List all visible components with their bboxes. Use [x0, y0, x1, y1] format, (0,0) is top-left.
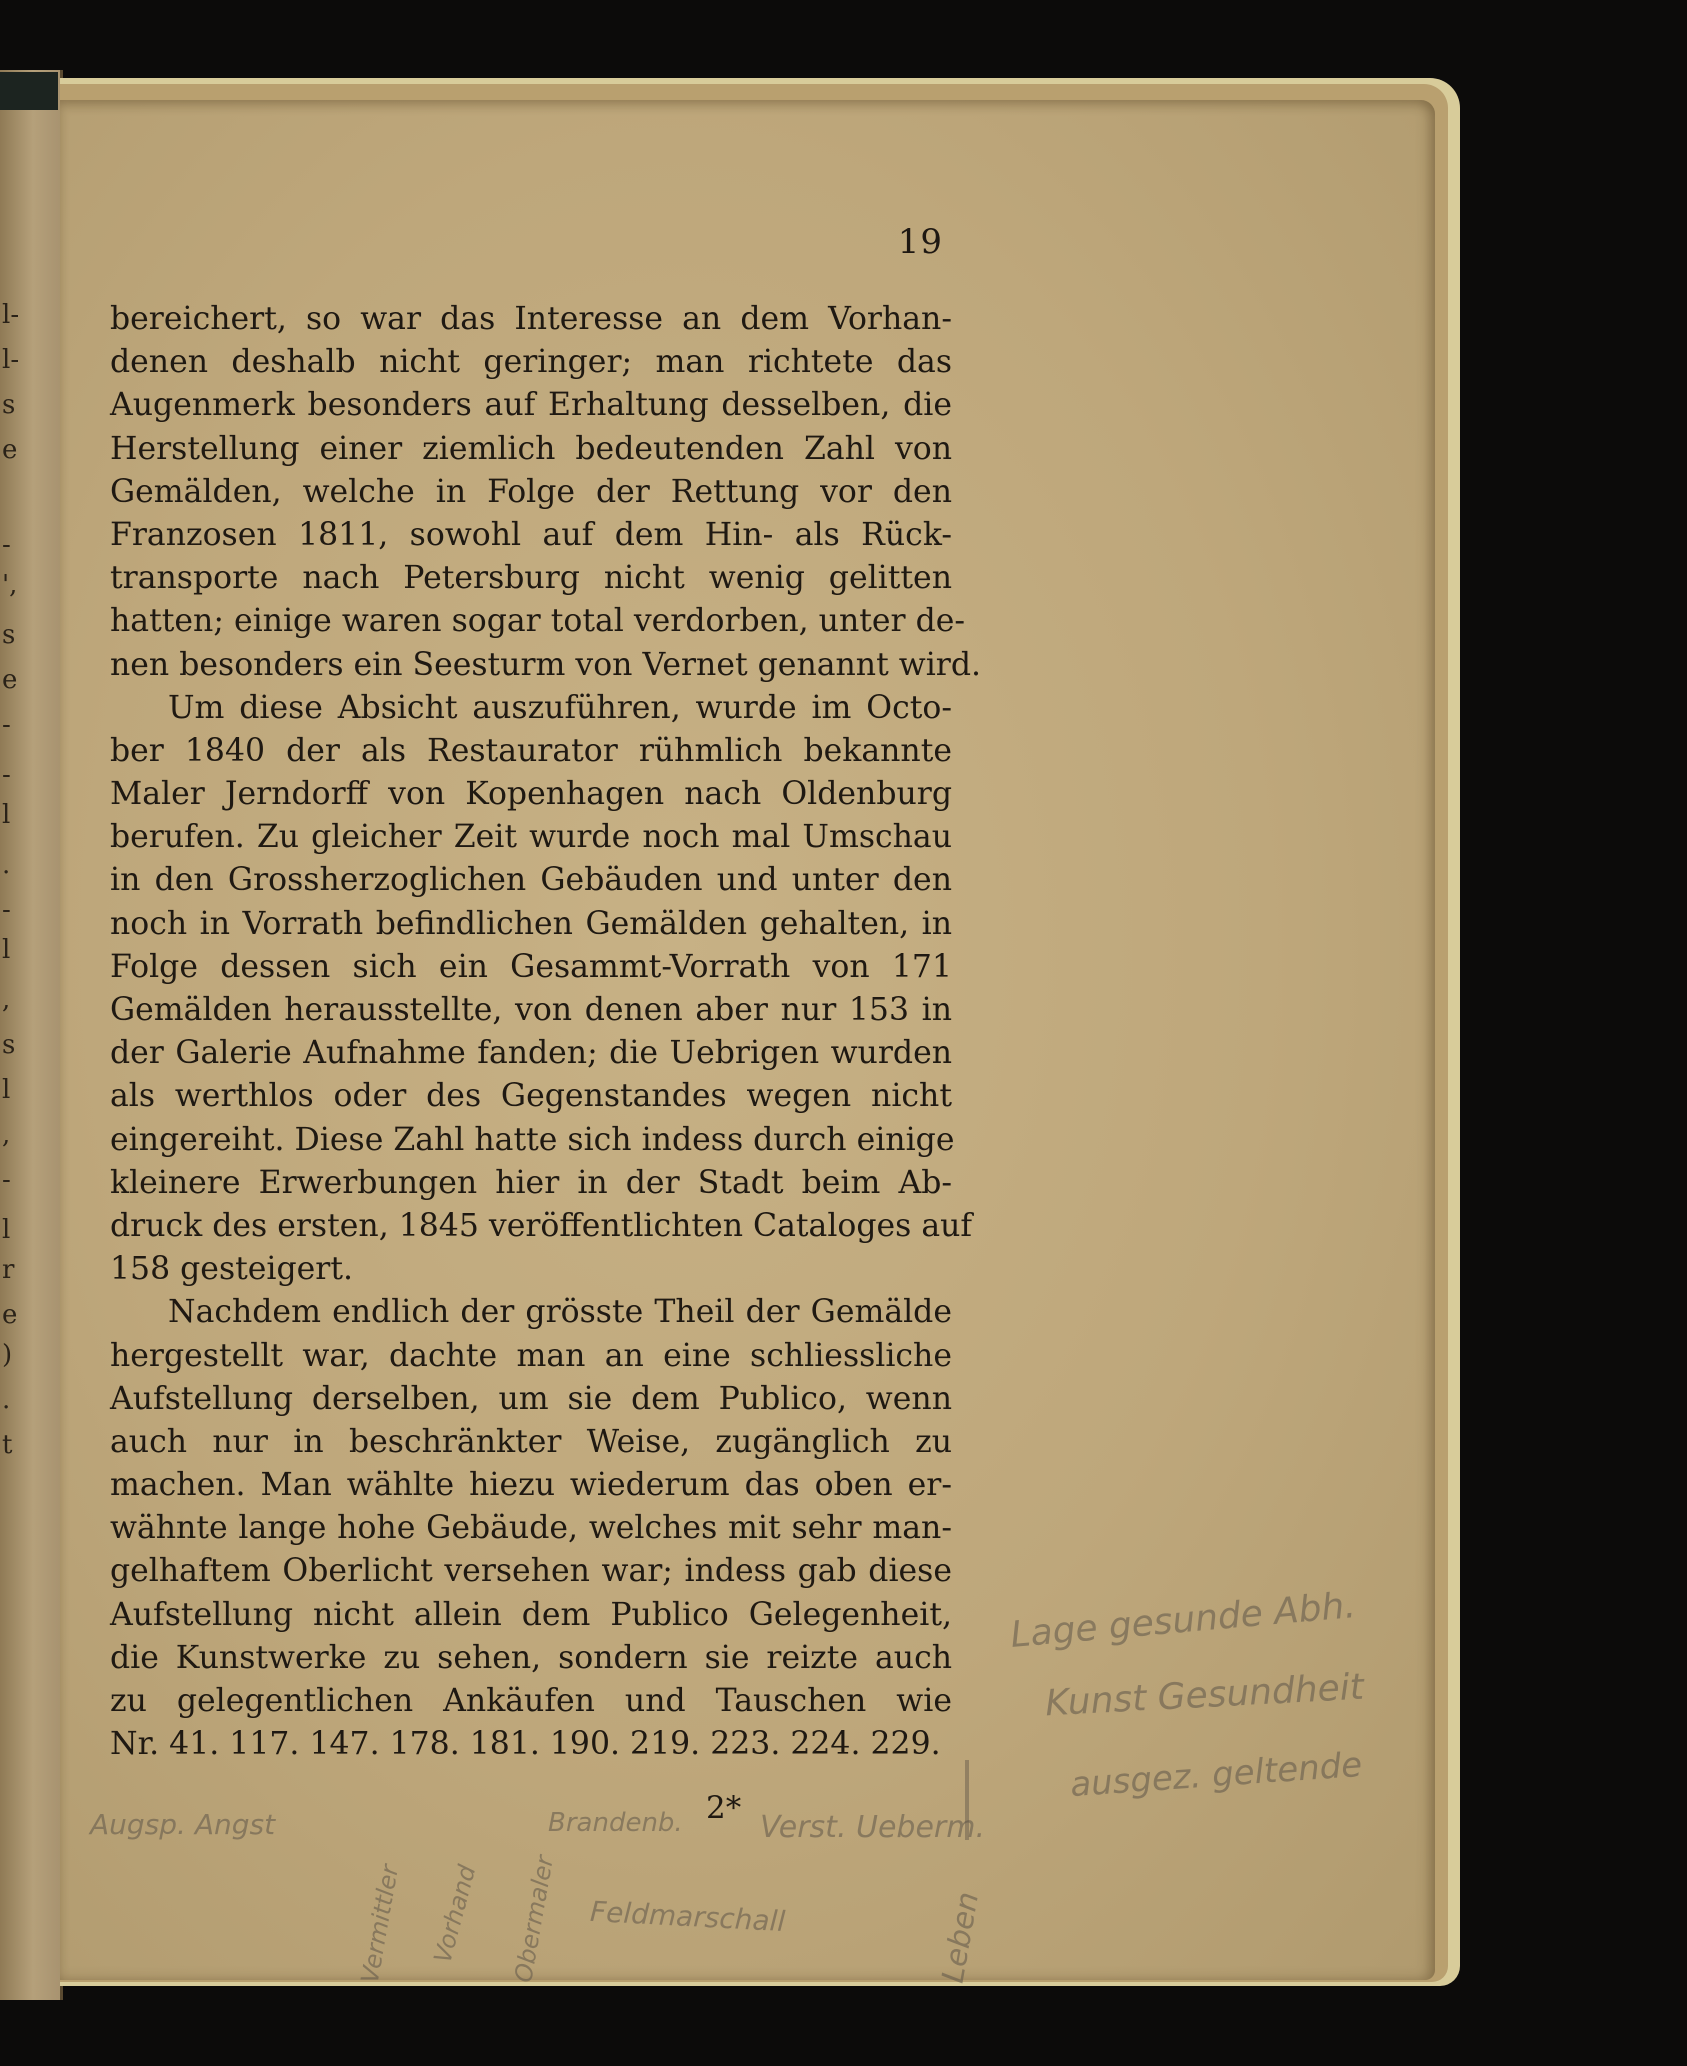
- pencil-note-right-3: ausgez. geltende: [1068, 1744, 1364, 1806]
- text-line: hergestellt war, dachte man an eine schliessliche: [110, 1337, 952, 1374]
- body-text: [110, 298, 982, 1766]
- text-line: Gemälden, welche in Folge der Rettung vor den: [110, 473, 952, 510]
- text-line: als werthlos oder des Gegenstandes wegen nicht: [110, 1078, 952, 1115]
- margin-glyph: -: [2, 1165, 11, 1195]
- pencil-note-right-2: Kunst Gesundheit: [1044, 1666, 1365, 1725]
- pencil-note-vertical-2: Vorhand: [428, 1862, 482, 1966]
- text-line: gelhaftem Oberlicht versehen war; indess gab diese: [110, 1553, 952, 1590]
- margin-glyph: ,: [2, 1120, 11, 1150]
- pencil-note-bottom-4: Feldmarschall: [589, 1894, 787, 1939]
- margin-glyph: l-: [2, 300, 20, 330]
- pencil-note-bottom-3: Verst. Ueberm.: [760, 1810, 986, 1845]
- margin-glyph: -: [2, 895, 11, 925]
- margin-glyph: s: [2, 1030, 16, 1060]
- text-line: in den Grossherzoglichen Gebäuden und unter den: [110, 862, 952, 899]
- text-line: denen deshalb nicht geringer; man richtete das: [110, 344, 952, 381]
- text-line: zu gelegentlichen Ankäufen und Tauschen wie: [110, 1683, 952, 1719]
- margin-glyph: l-: [2, 345, 20, 375]
- text-line: Gemälden herausstellte, von denen aber nur 153 in: [110, 992, 952, 1028]
- margin-glyph: .: [2, 1385, 11, 1415]
- page-number: 19: [897, 222, 943, 262]
- pencil-note-right-1: Lage gesunde Abh.: [1008, 1584, 1358, 1657]
- margin-glyph: ,: [2, 985, 11, 1015]
- text-line: Nachdem endlich der grösste Theil der Gemälde: [168, 1294, 952, 1331]
- text-line: berufen. Zu gleicher Zeit wurde noch mal Umschau: [110, 819, 952, 856]
- margin-glyph: -: [2, 760, 11, 790]
- margin-glyph: e: [2, 665, 18, 695]
- text-line: Herstellung einer ziemlich bedeutenden Zahl von: [110, 430, 952, 467]
- text-line: 158 gesteigert.: [110, 1251, 354, 1288]
- text-line: der Galerie Aufnahme fanden; die Uebrigen wurden: [110, 1035, 952, 1072]
- text-line: transporte nach Petersburg nicht wenig gelitten: [110, 560, 952, 597]
- text-line: Um diese Absicht auszuführen, wurde im Octo-: [168, 689, 952, 726]
- pencil-note-vertical-1: Vermittler: [355, 1862, 405, 1986]
- margin-glyph: ): [2, 1340, 13, 1370]
- text-line: Folge dessen sich ein Gesammt-Vorrath von 171: [110, 948, 952, 985]
- text-line: bereichert, so war das Interesse an dem Vorhan-: [110, 301, 952, 337]
- margin-glyph: r: [2, 1255, 15, 1285]
- text-line: Aufstellung nicht allein dem Publico Gelegenheit,: [110, 1596, 952, 1633]
- margin-glyph: l: [2, 1075, 11, 1105]
- margin-glyph: s: [2, 390, 16, 420]
- text-line: eingereiht. Diese Zahl hatte sich indess durch einige: [110, 1121, 955, 1158]
- text-line: hatten; einige waren sogar total verdorben, unter de-: [110, 603, 966, 640]
- margin-glyph: .: [2, 850, 11, 880]
- text-line: noch in Vorrath befindlichen Gemälden gehalten, in: [110, 905, 952, 942]
- margin-glyph: l: [2, 1215, 11, 1245]
- pencil-note-vertical-3: Obermaler: [509, 1853, 559, 1985]
- text-line: Maler Jerndorff von Kopenhagen nach Oldenburg: [110, 776, 952, 813]
- text-line: auch nur in beschränkter Weise, zugänglich zu: [110, 1423, 952, 1460]
- text-line: Augenmerk besonders auf Erhaltung desselben, die: [110, 387, 952, 424]
- margin-glyph: l: [2, 935, 11, 965]
- pencil-note-vertical-4: Leben: [935, 1889, 987, 1986]
- margin-glyph: ',: [2, 570, 18, 600]
- signature-mark: 2*: [706, 1790, 742, 1826]
- margin-glyph: l: [2, 800, 11, 830]
- text-line: wähnte lange hohe Gebäude, welches mit sehr man-: [110, 1510, 952, 1547]
- text-line: Franzosen 1811, sowohl auf dem Hin- als Rück-: [110, 516, 952, 553]
- text-line: kleinere Erwerbungen hier in der Stadt beim Ab-: [110, 1164, 952, 1201]
- margin-glyph: t: [2, 1430, 13, 1460]
- text-line: ber 1840 der als Restaurator rühmlich bekannte: [110, 732, 952, 769]
- text-line: nen besonders ein Seesturm von Vernet genannt wird.: [110, 646, 982, 683]
- text-line: die Kunstwerke zu sehen, sondern sie reizte auch: [110, 1639, 952, 1676]
- margin-glyph: s: [2, 620, 16, 650]
- book-cover-corner: [0, 72, 58, 110]
- margin-glyph: e: [2, 1300, 18, 1330]
- margin-glyph: e: [2, 435, 18, 465]
- text-line: Nr. 41. 117. 147. 178. 181. 190. 219. 223. 224. 229.: [110, 1726, 941, 1763]
- book-page: [60, 100, 1435, 1986]
- margin-glyph: -: [2, 530, 11, 560]
- text-line: Aufstellung derselben, um sie dem Publico, wenn: [110, 1380, 952, 1417]
- margin-glyph: -: [2, 710, 11, 740]
- pencil-note-bottom-2: Brandenb.: [548, 1808, 683, 1838]
- text-line: machen. Man wählte hiezu wiederum das oben er-: [110, 1467, 952, 1504]
- text-line: druck des ersten, 1845 veröffentlichten Cataloges auf: [110, 1207, 973, 1244]
- pencil-bracket: [965, 1760, 969, 1840]
- pencil-note-bottom-1: Augsp. Angst: [90, 1808, 276, 1841]
